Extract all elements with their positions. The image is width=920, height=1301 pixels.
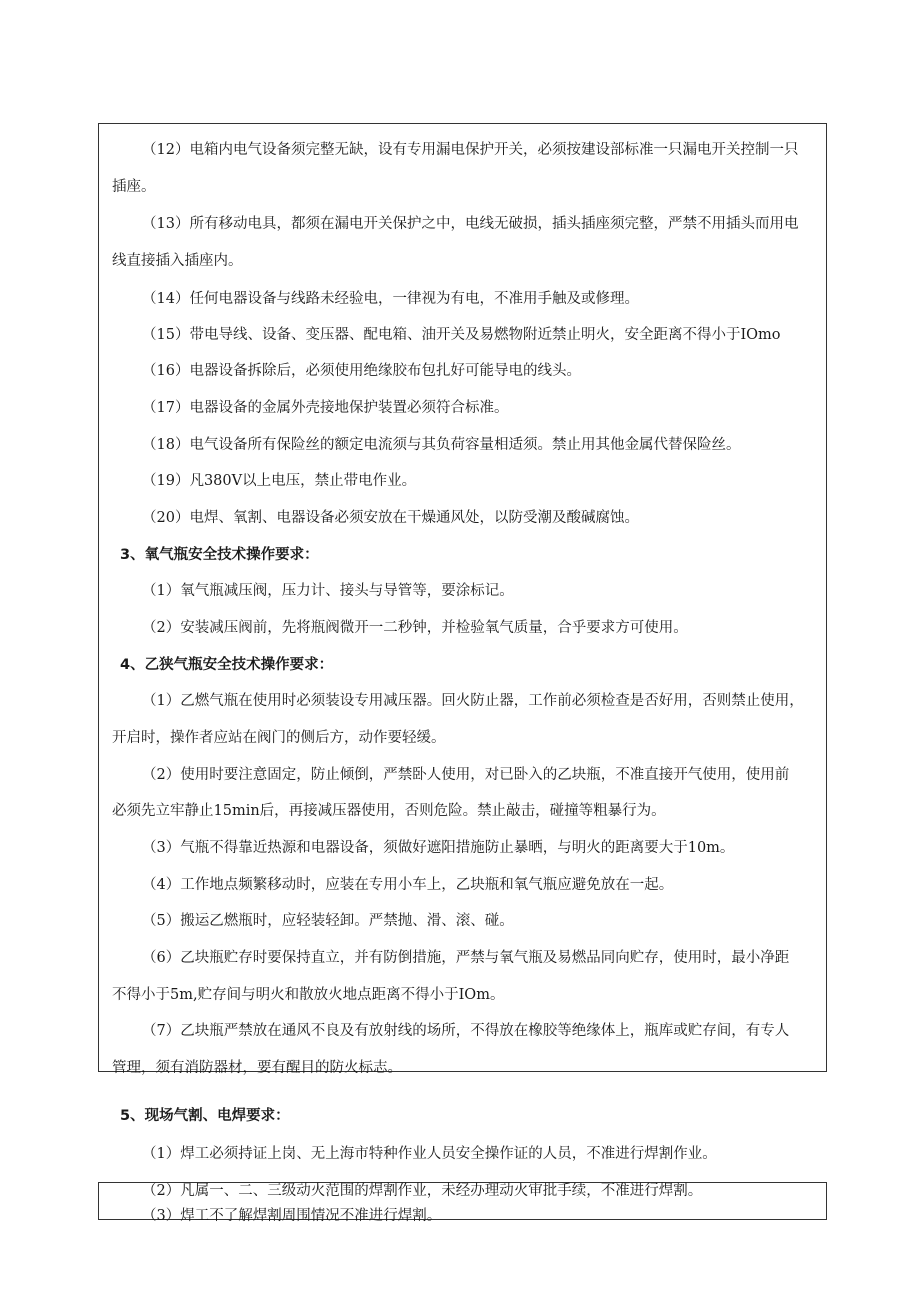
s3-item-2: （2）安装减压阀前，先将瓶阀微开一二秒钟，并检验氧气质量，合乎要求方可使用。 [142, 620, 688, 636]
section5-heading: 5、现场气割、电焊要求： [120, 1108, 290, 1124]
item-13-line1: （13）所有移动电具，都须在漏电开关保护之中，电线无破损，插头插座须完整，严禁不用插头而用电 [142, 216, 799, 232]
item-16: （16）电器设备拆除后，必须使用绝缘胶布包扎好可能导电的线头。 [142, 363, 581, 379]
item-12-line2: 插座。 [112, 179, 156, 195]
s5-item-1: （1）焊工必须持证上岗、无上海市特种作业人员安全操作证的人员，不准进行焊割作业。 [142, 1146, 717, 1162]
s4-item-2-line1: （2）使用时要注意固定，防止倾倒，严禁卧人使用，对已卧入的乙块瓶，不准直接开气使用，使用前 [142, 767, 790, 783]
s4-item-7-line2: 管理，须有消防器材，要有醒目的防火标志。 [112, 1060, 402, 1076]
item-15: （15）带电导线、设备、变压器、配电箱、油开关及易燃物附近禁止明火，安全距离不得小于IOmo [142, 327, 781, 343]
s4-item-5: （5）搬运乙燃瓶时，应轻装轻卸。严禁抛、滑、滚、碰。 [142, 913, 514, 929]
item-12-line1: （12）电箱内电气设备须完整无缺，设有专用漏电保护开关，必须按建设部标准一只漏电开关控制一只 [142, 142, 799, 158]
s4-item-4: （4）工作地点频繁移动时，应装在专用小车上，乙块瓶和氧气瓶应避免放在一起。 [142, 877, 674, 893]
item-17: （17）电器设备的金属外壳接地保护装置必须符合标准。 [142, 400, 509, 416]
s4-item-6-line2: 不得小于5m,贮存间与明火和散放火地点距离不得小于IOm。 [112, 987, 505, 1003]
section3-heading: 3、氧气瓶安全技术操作要求： [120, 547, 319, 563]
s4-item-3: （3）气瓶不得靠近热源和电器设备，须做好遮阳措施防止暴晒，与明火的距离要大于10m。 [142, 840, 735, 856]
s5-item-2: （2）凡属一、二、三级动火范围的焊割作业，未经办理动火审批手续，不准进行焊割。 [142, 1183, 703, 1199]
item-18: （18）电气设备所有保险丝的额定电流须与其负荷容量相适须。禁止用其他金属代替保险丝。 [142, 437, 741, 453]
s3-item-1: （1）氧气瓶减压阀，压力计、接头与导管等，要涂标记。 [142, 583, 514, 599]
s4-item-1-line2: 开启时，操作者应站在阀门的侧后方，动作要轻缓。 [112, 730, 446, 746]
s4-item-2-line2: 必须先立牢静止15min后，再接减压器使用，否则危险。禁止敲击，碰撞等粗暴行为。 [112, 803, 666, 819]
s4-item-7-line1: （7）乙块瓶严禁放在通风不良及有放射线的场所，不得放在橡胶等绝缘体上，瓶库或贮存间，有专人 [142, 1023, 790, 1039]
item-19: （19）凡380V以上电压，禁止带电作业。 [142, 473, 417, 489]
item-13-line2: 线直接插入插座内。 [112, 253, 243, 269]
item-14: （14）任何电器设备与线路未经验电，一律视为有电，不准用手触及或修理。 [142, 291, 639, 307]
item-20: （20）电焊、氧割、电器设备必须安放在干燥通风处，以防受潮及酸碱腐蚀。 [142, 510, 639, 526]
s4-item-1-line1: （1）乙燃气瓶在使用时必须装设专用减压器。回火防止器，工作前必须检查是否好用，否则禁止使用， [142, 693, 804, 709]
section4-heading: 4、乙狭气瓶安全技术操作要求： [120, 657, 334, 673]
s5-item-3: （3）焊工不了解焊割周围情况不准进行焊割。 [142, 1208, 442, 1224]
s4-item-6-line1: （6）乙块瓶贮存时要保持直立，并有防倒措施，严禁与氧气瓶及易燃品同向贮存，使用时，最小净距 [142, 950, 790, 966]
